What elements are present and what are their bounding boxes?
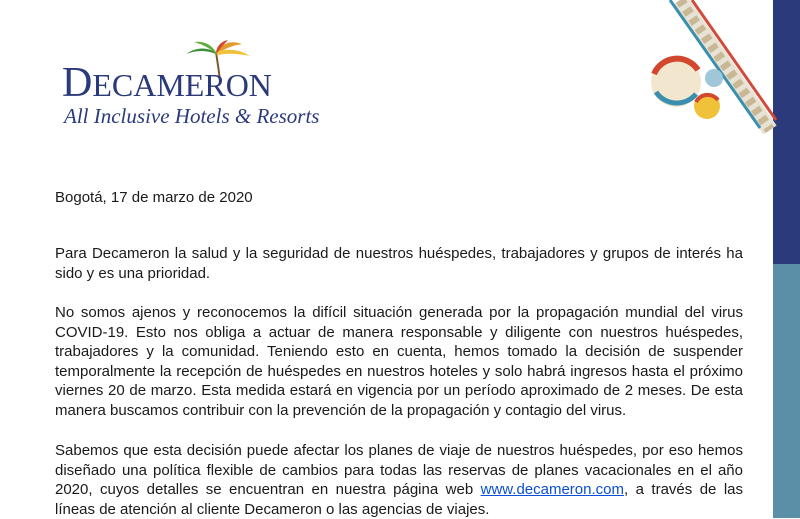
- letter-paragraph-3: [55, 441, 743, 519]
- paragraph-3-text-end: , a través de las líneas de atención al cliente Decameron o las agencias de viajes.: [55, 481, 743, 518]
- website-link[interactable]: www.decameron.com: [480, 481, 624, 498]
- letter-paragraph-1: Para Decameron la salud y la seguridad de nuestros huéspedes, trabajadores y grupos de interés ha sido y es una prioridad.: [55, 245, 743, 282]
- paragraph-3-text-start: Sabemos que esta decisión puede afectar los planes de viaje de nuestros huéspedes, por eso hemos diseñado una política flexible de cambios para todas las reservas de planes vacacionales en el año 2020, cuyos detalles se encuentran en nuestra página web: [55, 442, 743, 498]
- decorative-beach-balls-icon: [640, 0, 800, 150]
- logo-wordmark: [62, 62, 272, 104]
- decameron-logo: [60, 40, 320, 128]
- letter-date: Bogotá, 17 de marzo de 2020: [55, 189, 253, 206]
- letter-paragraph-2: No somos ajenos y reconocemos la difícil situación generada por la propagación mundial del virus COVID-19. Esto nos obliga a actuar de manera responsable y diligente con nuestros huéspedes, trabajadores y la comunidad. Teniendo esto en cuenta, hemos tomado la decisión de suspender temporalmente la recepción de huéspedes en nuestros hoteles y solo habrá ingresos hasta el próximo viernes 20 de marzo. Esta medida estará en vigencia por un período aproximado de 2 meses. De esta manera buscamos contribuir con la prevención de la propagación y contagio del virus.: [55, 304, 743, 419]
- logo-initial: D: [62, 60, 93, 106]
- logo-tagline: All Inclusive Hotels & Resorts: [64, 104, 320, 128]
- decorative-stripe-teal: [773, 264, 800, 518]
- logo-name-rest: ECAMERON: [92, 67, 272, 103]
